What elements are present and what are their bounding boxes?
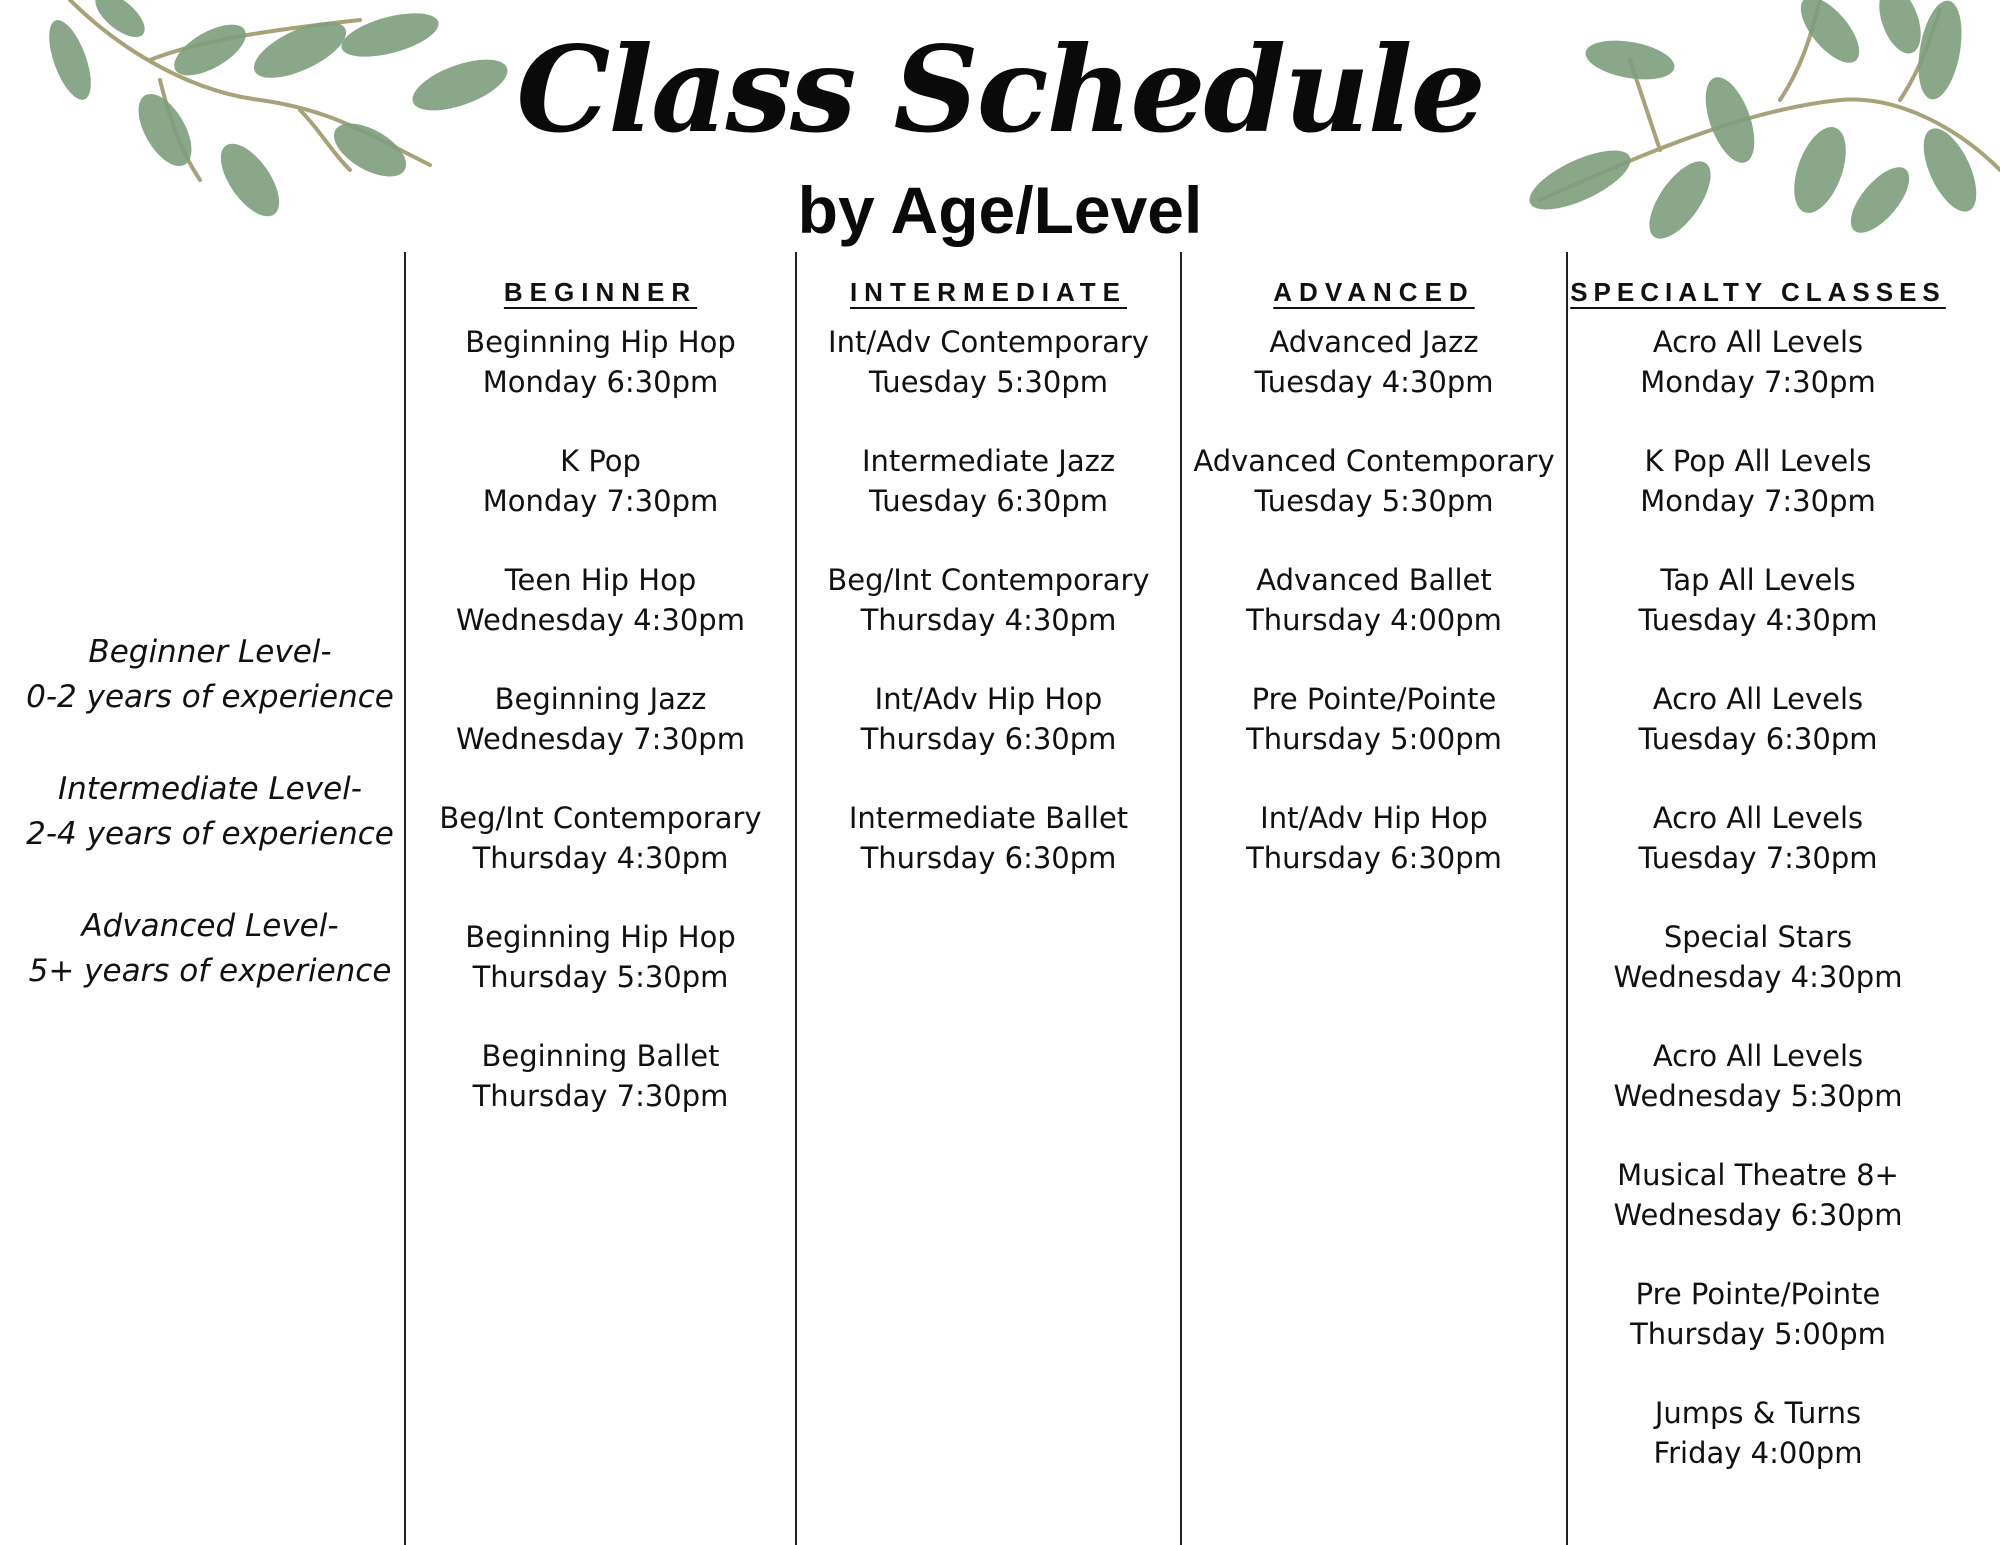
class-time: Wednesday 6:30pm [1613, 1198, 1903, 1232]
column-heading: INTERMEDIATE [849, 277, 1128, 307]
class-name: Acro All Levels [1652, 325, 1864, 359]
column-beginner [406, 272, 795, 1155]
class-time: Tuesday 6:30pm [1638, 722, 1878, 756]
class-time: Thursday 6:30pm [1246, 841, 1502, 875]
class-entry [1568, 1155, 1948, 1235]
class-time: Thursday 4:30pm [860, 603, 1117, 637]
legend-item-beginner [10, 630, 410, 720]
class-time: Thursday 5:00pm [1630, 1317, 1886, 1351]
class-entry [797, 798, 1180, 878]
class-name: Int/Adv Hip Hop [1260, 801, 1488, 835]
class-name: Beginning Jazz [494, 682, 707, 716]
class-name: Advanced Jazz [1269, 325, 1479, 359]
class-time: Thursday 4:00pm [1246, 603, 1502, 637]
class-entry [406, 679, 795, 759]
column-heading: SPECIALTY CLASSES [1570, 277, 1946, 307]
class-name: Beg/Int Contemporary [439, 801, 762, 835]
class-entry [406, 322, 795, 402]
class-name: Beginning Hip Hop [465, 920, 736, 954]
class-entry [1568, 560, 1948, 640]
class-name: Musical Theatre 8+ [1617, 1158, 1899, 1192]
class-name: Int/Adv Hip Hop [874, 682, 1103, 716]
class-entry [1568, 1036, 1948, 1116]
class-entry [1568, 1393, 1948, 1473]
class-name: Acro All Levels [1652, 682, 1864, 716]
class-entry [1182, 679, 1566, 759]
class-name: Acro All Levels [1652, 801, 1864, 835]
column-intermediate [797, 272, 1180, 917]
class-entry [1568, 322, 1948, 402]
class-time: Thursday 4:30pm [472, 841, 729, 875]
column-heading: ADVANCED [1273, 277, 1475, 307]
class-time: Monday 7:30pm [482, 484, 719, 518]
class-name: Pre Pointe/Pointe [1251, 682, 1497, 716]
class-entry [1568, 798, 1948, 878]
page-subtitle: by Age/Level [797, 173, 1203, 247]
class-name: Pre Pointe/Pointe [1635, 1277, 1881, 1311]
class-time: Wednesday 4:30pm [1613, 960, 1903, 994]
legend-level: Intermediate Level- [58, 771, 362, 807]
class-name: K Pop [560, 444, 641, 478]
class-time: Tuesday 4:30pm [1254, 365, 1494, 399]
class-time: Tuesday 5:30pm [869, 365, 1108, 399]
column-heading: BEGINNER [503, 277, 698, 307]
class-time: Monday 6:30pm [482, 365, 719, 399]
legend-experience: 0-2 years of experience [26, 679, 394, 715]
class-name: Intermediate Jazz [861, 444, 1116, 478]
class-entry [406, 1036, 795, 1116]
class-entry [1182, 441, 1566, 521]
class-entry [406, 798, 795, 878]
class-entry [406, 441, 795, 521]
class-entry [1568, 441, 1948, 521]
class-time: Wednesday 4:30pm [456, 603, 745, 637]
class-name: Tap All Levels [1660, 563, 1856, 597]
column-specialty-classes [1568, 272, 1948, 1512]
class-entry [406, 560, 795, 640]
class-entry [406, 917, 795, 997]
class-entry [797, 679, 1180, 759]
class-time: Thursday 5:30pm [472, 960, 729, 994]
class-name: Beg/Int Contemporary [827, 563, 1150, 597]
class-time: Wednesday 5:30pm [1613, 1079, 1903, 1113]
class-name: Advanced Ballet [1256, 563, 1492, 597]
class-time: Tuesday 6:30pm [869, 484, 1108, 518]
column-advanced [1182, 272, 1566, 917]
legend-item-intermediate [10, 767, 410, 857]
class-name: Beginning Hip Hop [465, 325, 736, 359]
class-time: Thursday 7:30pm [472, 1079, 729, 1113]
class-time: Wednesday 7:30pm [456, 722, 745, 756]
class-time: Tuesday 4:30pm [1638, 603, 1878, 637]
class-time: Monday 7:30pm [1640, 484, 1876, 518]
class-time: Thursday 6:30pm [860, 841, 1117, 875]
class-entry [1182, 560, 1566, 640]
class-time: Friday 4:00pm [1653, 1436, 1863, 1470]
class-name: Beginning Ballet [481, 1039, 720, 1073]
level-legend [10, 630, 410, 1041]
class-name: Int/Adv Contemporary [828, 325, 1149, 359]
class-entry [1182, 322, 1566, 402]
class-name: Special Stars [1663, 920, 1853, 954]
legend-item-advanced [10, 904, 410, 994]
legend-experience: 2-4 years of experience [26, 816, 394, 852]
legend-level: Advanced Level- [81, 908, 339, 944]
class-name: K Pop All Levels [1644, 444, 1872, 478]
page-title: Class Schedule [516, 20, 1484, 159]
class-name: Intermediate Ballet [848, 801, 1129, 835]
class-time: Tuesday 5:30pm [1254, 484, 1494, 518]
class-entry [797, 560, 1180, 640]
class-name: Jumps & Turns [1654, 1396, 1862, 1430]
class-name: Advanced Contemporary [1193, 444, 1555, 478]
class-entry [1568, 679, 1948, 759]
class-time: Tuesday 7:30pm [1638, 841, 1878, 875]
class-entry [797, 322, 1180, 402]
class-time: Thursday 5:00pm [1246, 722, 1502, 756]
class-time: Thursday 6:30pm [860, 722, 1117, 756]
legend-level: Beginner Level- [88, 634, 332, 670]
legend-experience: 5+ years of experience [28, 953, 392, 989]
class-entry [1182, 798, 1566, 878]
class-entry [1568, 1274, 1948, 1354]
class-time: Monday 7:30pm [1640, 365, 1876, 399]
class-name: Acro All Levels [1652, 1039, 1864, 1073]
class-name: Teen Hip Hop [504, 563, 697, 597]
class-entry [797, 441, 1180, 521]
class-entry [1568, 917, 1948, 997]
